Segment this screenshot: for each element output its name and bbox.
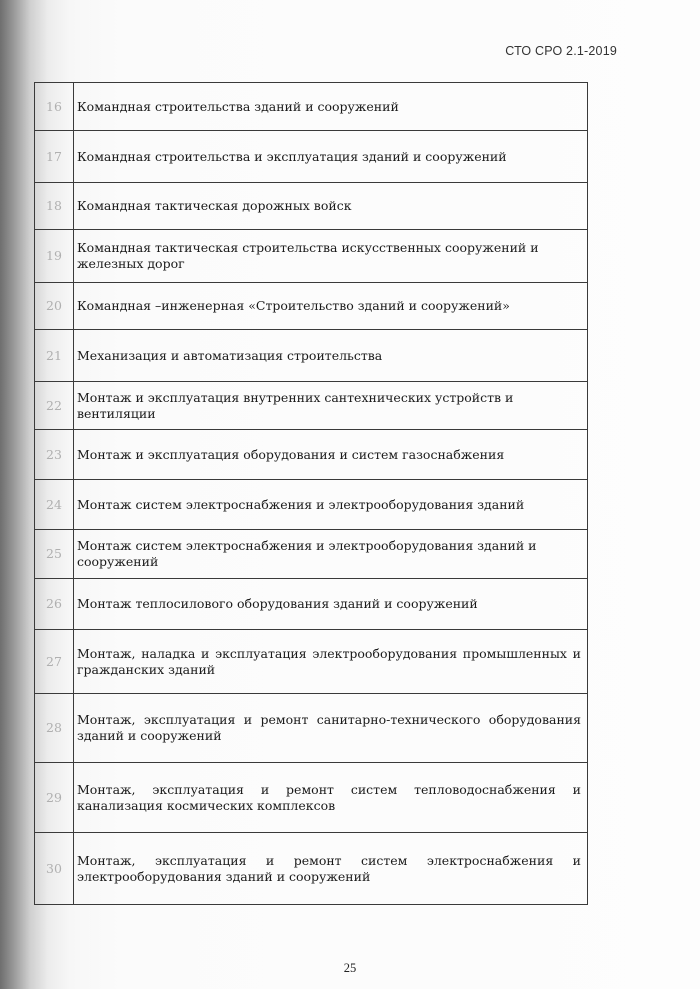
row-text: Монтаж, эксплуатация и ремонт санитарно-технического оборудования зданий и сооружений bbox=[74, 694, 588, 763]
row-number: 30 bbox=[35, 833, 74, 905]
row-number: 16 bbox=[35, 83, 74, 131]
table-row bbox=[35, 579, 588, 630]
row-text: Монтаж, эксплуатация и ремонт систем тепловодоснабжения и канализация космических комплексов bbox=[74, 763, 588, 833]
row-text: Монтаж систем электроснабжения и электрооборудования зданий и сооружений bbox=[74, 530, 588, 579]
row-text: Командная тактическая строительства искусственных сооружений и железных дорог bbox=[74, 230, 588, 283]
row-number: 19 bbox=[35, 230, 74, 283]
row-number: 27 bbox=[35, 630, 74, 694]
row-number: 22 bbox=[35, 382, 74, 430]
row-number: 25 bbox=[35, 530, 74, 579]
specialties-table bbox=[34, 82, 588, 905]
row-text: Механизация и автоматизация строительства bbox=[74, 330, 588, 382]
table-row bbox=[35, 83, 588, 131]
row-number: 20 bbox=[35, 283, 74, 330]
row-text: Монтаж и эксплуатация оборудования и систем газоснабжения bbox=[74, 430, 588, 480]
table-row bbox=[35, 833, 588, 905]
table-row bbox=[35, 694, 588, 763]
table-row bbox=[35, 230, 588, 283]
page-number: 25 bbox=[343, 961, 357, 975]
table-row bbox=[35, 430, 588, 480]
table-row bbox=[35, 530, 588, 579]
table-row bbox=[35, 131, 588, 183]
table-row bbox=[35, 630, 588, 694]
row-text: Командная строительства зданий и сооружений bbox=[74, 83, 588, 131]
row-number: 24 bbox=[35, 480, 74, 530]
row-number: 26 bbox=[35, 579, 74, 630]
row-text: Монтаж теплосилового оборудования зданий и сооружений bbox=[74, 579, 588, 630]
table-row bbox=[35, 183, 588, 230]
row-number: 23 bbox=[35, 430, 74, 480]
row-text: Командная –инженерная «Строительство зданий и сооружений» bbox=[74, 283, 588, 330]
row-text: Командная строительства и эксплуатация зданий и сооружений bbox=[74, 131, 588, 183]
table-row bbox=[35, 763, 588, 833]
table-row bbox=[35, 480, 588, 530]
row-number: 21 bbox=[35, 330, 74, 382]
row-text: Монтаж и эксплуатация внутренних сантехнических устройств и вентиляции bbox=[74, 382, 588, 430]
table-row bbox=[35, 382, 588, 430]
row-text: Монтаж, эксплуатация и ремонт систем электроснабжения и электрооборудования зданий и сооружений bbox=[74, 833, 588, 905]
row-number: 18 bbox=[35, 183, 74, 230]
document-code: СТО СРО 2.1-2019 bbox=[505, 44, 617, 58]
table-row bbox=[35, 283, 588, 330]
row-number: 17 bbox=[35, 131, 74, 183]
row-text: Монтаж систем электроснабжения и электрооборудования зданий bbox=[74, 480, 588, 530]
row-number: 29 bbox=[35, 763, 74, 833]
table-row bbox=[35, 330, 588, 382]
row-number: 28 bbox=[35, 694, 74, 763]
row-text: Командная тактическая дорожных войск bbox=[74, 183, 588, 230]
row-text: Монтаж, наладка и эксплуатация электрооборудования промышленных и гражданских зданий bbox=[74, 630, 588, 694]
